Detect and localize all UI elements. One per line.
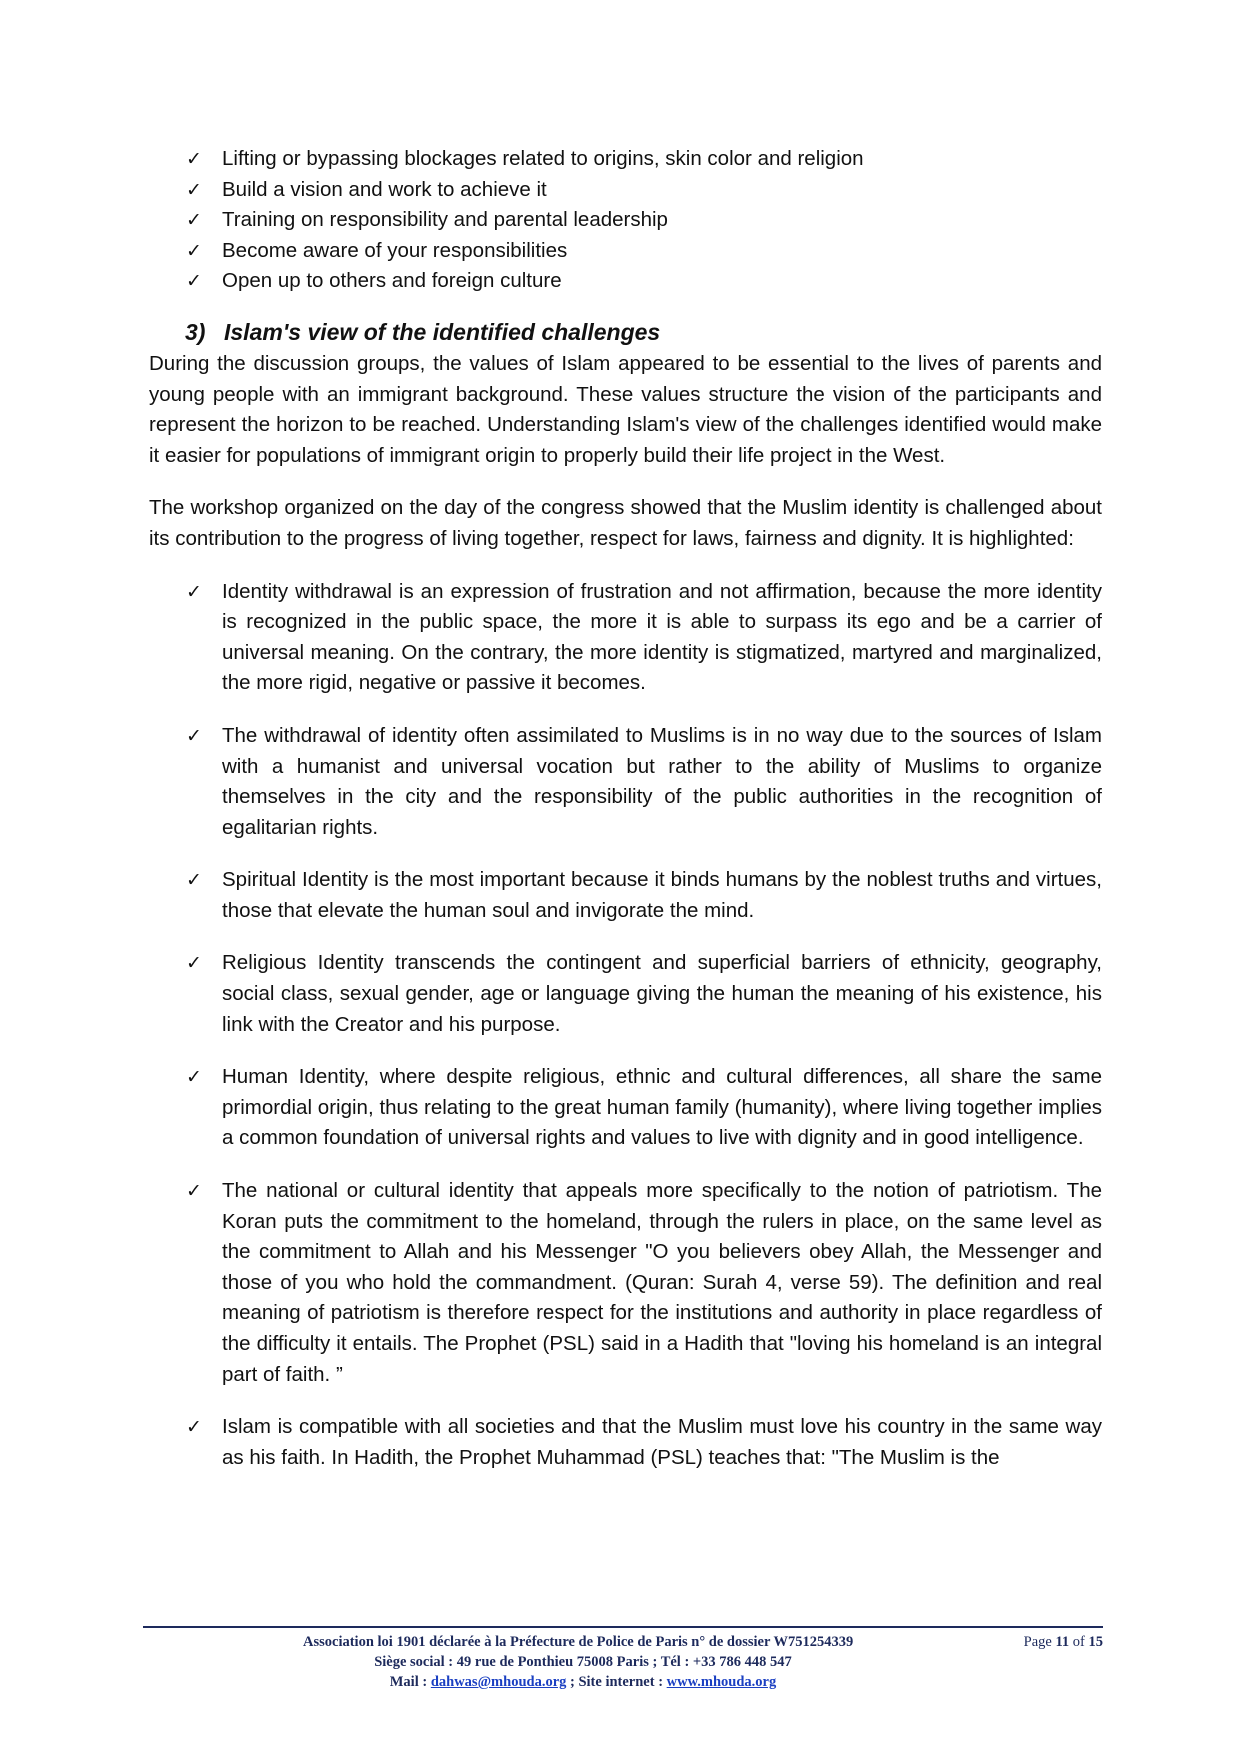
page-number [1024,1632,1103,1652]
checkmark-icon: ✓ [186,952,202,975]
list-item-text: Spiritual Identity is the most important because it binds humans by the noblest truths and virtues, those that elevate the human soul and invigorate the mind. [222,868,1102,922]
mail-label: Mail : [389,1674,428,1690]
paragraph: During the discussion groups, the values of Islam appeared to be essential to the lives of parents and young people with an immigrant background. These values structure the vision of the participants and represent the horizon to be reached. Understanding Islam's view of the challenges identified would make it easier for populations of immigrant origin to properly build their life project in the West. [149,351,1102,467]
top-checklist [149,144,1102,297]
list-item [149,1176,1102,1390]
list-item [149,266,1102,297]
checkmark-icon: ✓ [186,1416,202,1439]
checkmark-icon: ✓ [186,239,202,262]
paragraph: The workshop organized on the day of the congress showed that the Muslim identity is challenged about its contribution to the progress of living together, respect for laws, fairness and dignity. It is highlighted: [149,496,1102,550]
list-item-text: Become aware of your responsibilities [222,238,568,262]
section-heading [149,315,1102,349]
list-item-text: Islam is compatible with all societies and that the Muslim must love his country in the same way as his faith. In Hadith, the Prophet Muhammad (PSL) teaches that: "The Muslim is the [222,1415,1102,1469]
footer-association: Association loi 1901 déclarée à la Préfecture de Police de Paris n° de dossier W751254339 [303,1634,854,1650]
checkmark-icon: ✓ [186,1066,202,1089]
footer-divider [143,1626,1103,1628]
list-item [149,236,1102,267]
checkmark-icon: ✓ [186,209,202,232]
list-item-text: Open up to others and foreign culture [222,269,562,293]
list-item [149,175,1102,206]
list-item [149,865,1102,926]
list-item [149,721,1102,843]
checkmark-icon: ✓ [186,270,202,293]
list-item-text: Lifting or bypassing blockages related to origins, skin color and religion [222,147,864,170]
checkmark-icon: ✓ [186,869,202,892]
list-item [149,948,1102,1040]
list-item [149,144,1102,175]
list-item-text: Religious Identity transcends the contingent and superficial barriers of ethnicity, geography, social class, sexual gender, age or language giving the human the meaning of his existence, his link with the Creator and his purpose. [222,951,1102,1036]
list-item-text: Identity withdrawal is an expression of frustration and not affirmation, because the more identity is recognized in the public space, the more it is able to surpass its ego and be a carrier of universal meaning. On the contrary, the more identity is stigmatized, martyred and marginalized, the more rigid, negative or passive it becomes. [222,579,1102,695]
page-total: 15 [1088,1634,1103,1650]
page-content [149,144,1102,1473]
page-footer [143,1632,1103,1692]
checkmark-icon: ✓ [186,178,202,201]
list-item-text: The withdrawal of identity often assimilated to Muslims is in no way due to the sources of Islam with a humanist and universal vocation but rather to the ability of Muslims to organize themselves in the city and the responsibility of the public authorities in the recognition of egalitarian rights. [222,723,1102,839]
email-link[interactable]: dahwas@mhouda.org [430,1674,567,1690]
section-number: 3) [185,318,206,345]
page-label: Page [1023,1634,1052,1650]
list-item [149,1412,1102,1473]
list-item-text: Human Identity, where despite religious, ethnic and cultural differences, all share the same primordial origin, thus relating to the great human family (humanity), where living together implies a common foundation of universal rights and values to live with dignity and in good intelligence. [222,1065,1102,1150]
checkmark-icon: ✓ [186,148,202,170]
footer-contact [143,1672,1103,1692]
checkmark-icon: ✓ [186,724,202,747]
list-item-text: Training on responsibility and parental leadership [222,208,668,232]
section-title: Islam's view of the identified challenges [224,318,661,345]
identity-bullet-list [149,577,1102,1474]
website-link[interactable]: www.mhouda.org [666,1674,777,1690]
footer-address: Siège social : 49 rue de Ponthieu 75008 Paris ; Tél : +33 786 448 547 [374,1654,792,1670]
list-item-text: Build a vision and work to achieve it [222,177,547,201]
list-item [149,205,1102,236]
list-item-text: The national or cultural identity that appeals more specifically to the notion of patriotism. The Koran puts the commitment to the homeland, through the rulers in place, on the same level as the commitment to Allah and his Messenger "O you believers obey Allah, the Messenger and those of you who hold the commandment. (Quran: Surah 4, verse 59). The definition and real meaning of patriotism is therefore respect for the institutions and authority in place regardless of the difficulty it entails. The Prophet (PSL) said in a Hadith that "loving his homeland is an integral part of faith. ” [222,1179,1102,1386]
list-item [149,577,1102,699]
checkmark-icon: ✓ [186,1180,202,1203]
page-current: 11 [1055,1634,1070,1650]
page-of: of [1072,1634,1085,1650]
checkmark-icon: ✓ [186,580,202,603]
list-item [149,1062,1102,1154]
site-label: ; Site internet : [570,1674,664,1690]
